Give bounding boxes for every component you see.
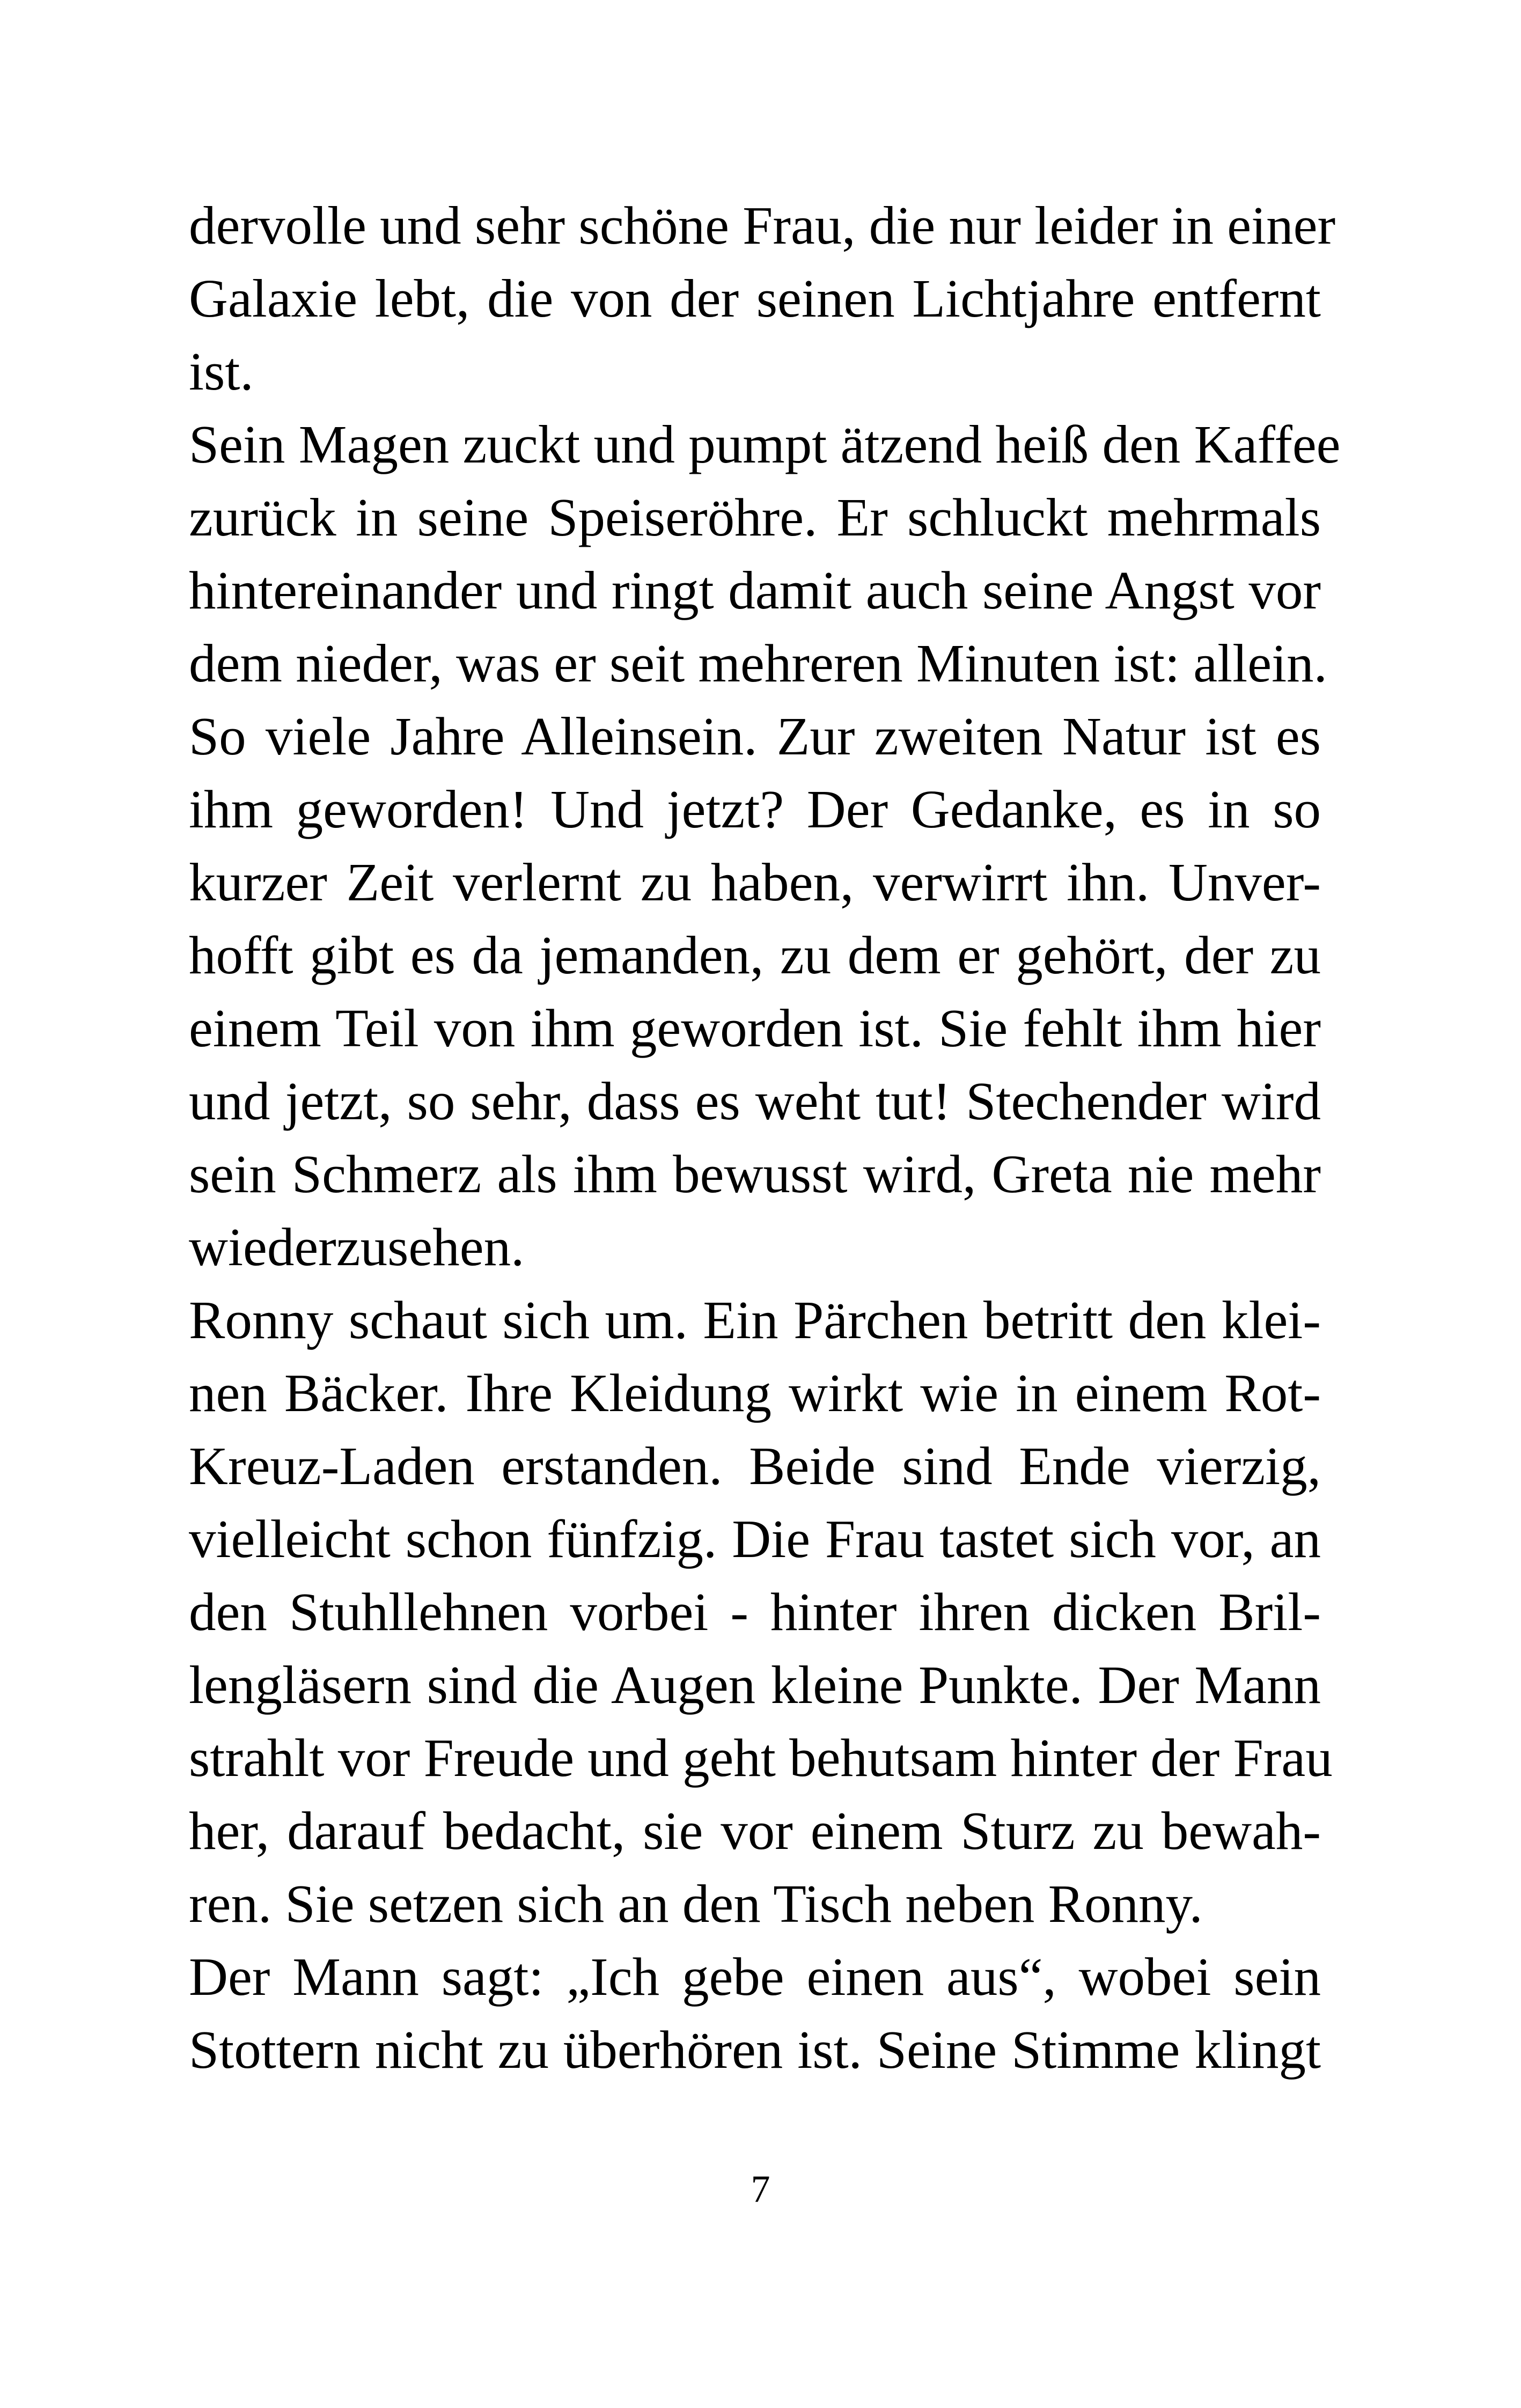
text-line: strahlt vor Freude und geht behutsam hinter der Frau (189, 1728, 1333, 1788)
text-line: her, darauf bedacht, sie vor einem Sturz zu bewah- (189, 1801, 1321, 1861)
text-line: Kreuz-Laden erstanden. Beide sind Ende vierzig, (189, 1436, 1321, 1496)
page-number: 7 (751, 2168, 770, 2211)
text-line: nen Bäcker. Ihre Kleidung wirkt wie in einem Rot- (189, 1363, 1321, 1423)
text-line: hintereinander und ringt damit auch seine Angst vor (189, 560, 1321, 620)
text-line: und jetzt, so sehr, dass es weht tut! Stechender wird (189, 1071, 1321, 1131)
text-line: So viele Jahre Alleinsein. Zur zweiten Natur ist es (189, 706, 1321, 766)
text-line: dervolle und sehr schöne Frau, die nur leider in einer (189, 195, 1336, 255)
text-line: vielleicht schon fünfzig. Die Frau tastet sich vor, an (189, 1509, 1321, 1569)
text-line: ihm geworden! Und jetzt? Der Gedanke, es in so (189, 779, 1321, 839)
text-line: den Stuhllehnen vorbei - hinter ihren dicken Bril- (189, 1582, 1321, 1642)
text-line: kurzer Zeit verlernt zu haben, verwirrt ihn. Unver- (189, 852, 1321, 912)
text-line: wiederzusehen. (189, 1217, 525, 1277)
text-line: Stottern nicht zu überhören ist. Seine Stimme klingt (189, 2020, 1321, 2080)
body-text (189, 189, 1341, 2086)
text-line: Galaxie lebt, die von der seinen Lichtjahre entfernt (189, 268, 1321, 328)
text-line: hofft gibt es da jemanden, zu dem er gehört, der zu (189, 925, 1321, 985)
text-line: sein Schmerz als ihm bewusst wird, Greta nie mehr (189, 1144, 1321, 1204)
text-line: Der Mann sagt: „Ich gebe einen aus“, wobei sein (189, 1947, 1321, 2007)
text-line: ist. (189, 341, 254, 401)
text-line: Sein Magen zuckt und pumpt ätzend heiß den Kaffee (189, 414, 1341, 474)
text-line: Ronny schaut sich um. Ein Pärchen betritt den klei- (189, 1290, 1321, 1350)
text-line: einem Teil von ihm geworden ist. Sie fehlt ihm hier (189, 998, 1321, 1058)
text-line: zurück in seine Speiseröhre. Er schluckt mehrmals (189, 487, 1321, 547)
text-line: dem nieder, was er seit mehreren Minuten ist: allein. (189, 633, 1327, 693)
text-line: lengläsern sind die Augen kleine Punkte. Der Mann (189, 1655, 1321, 1715)
text-line: ren. Sie setzen sich an den Tisch neben Ronny. (189, 1874, 1203, 1934)
